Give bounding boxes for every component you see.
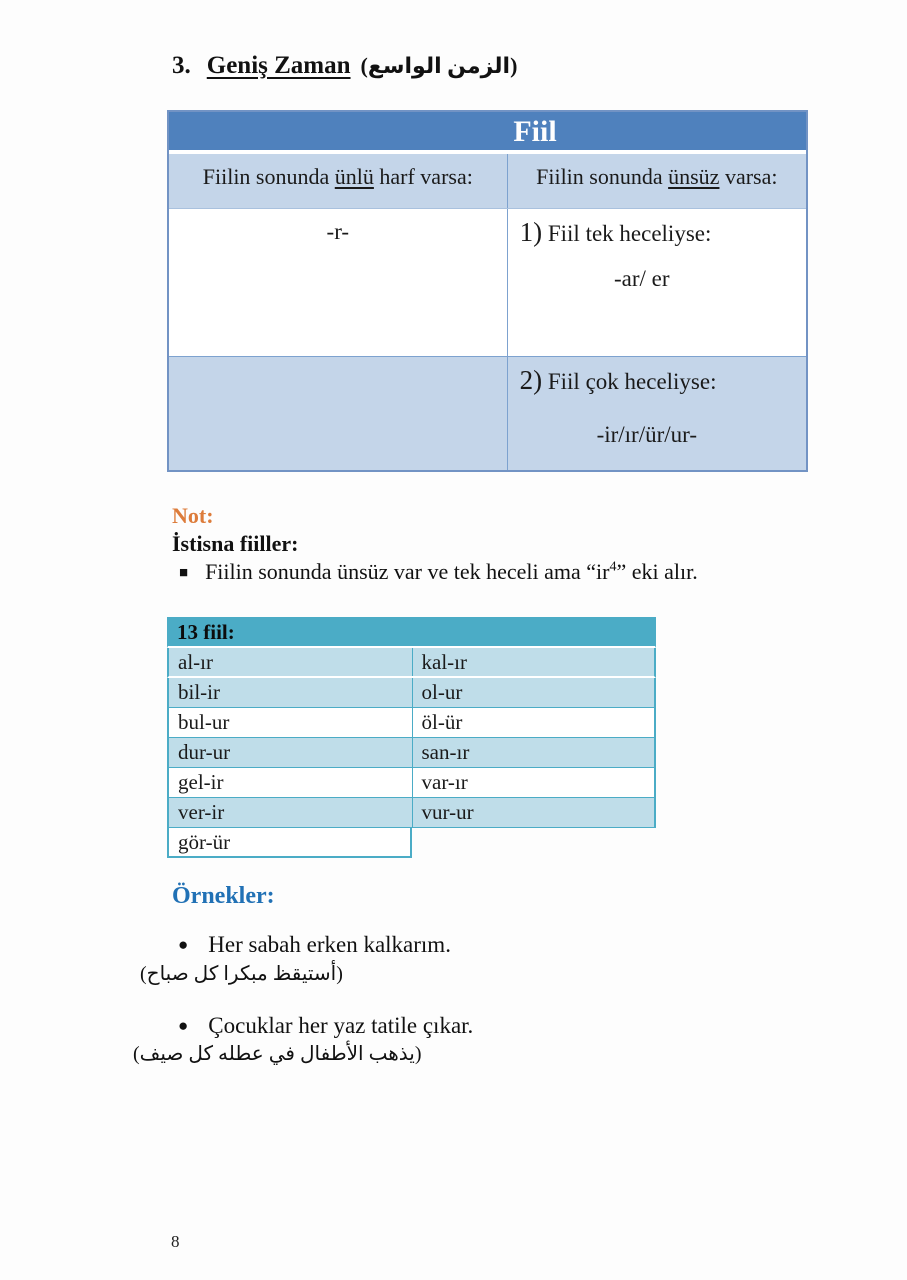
verb-cell: vur-ur [412, 798, 655, 827]
consonant-condition-post: varsa: [719, 164, 778, 189]
note-bullet-text-pre: Fiilin sonunda ünsüz var ve tek heceli ama “ir [205, 559, 610, 584]
section-number: 3. [172, 52, 191, 79]
verb-cell: var-ır [412, 768, 655, 797]
multi-syllable-rule-cell [507, 357, 806, 470]
fiil-rule-table [167, 110, 808, 472]
rule1-suffix: -ar/ er [614, 266, 670, 291]
section-title-text: Geniş Zaman [206, 52, 351, 79]
consonant-condition-pre: Fiilin sonunda [536, 164, 669, 189]
rule1-label: Fiil tek heceliyse: [542, 221, 712, 246]
rule2-label: Fiil çok heceliyse: [542, 369, 717, 394]
example-text: Her sabah erken kalkarım. [208, 932, 451, 957]
exception-verbs-table [167, 617, 656, 858]
table-row [167, 738, 656, 768]
single-syllable-rule-cell [507, 209, 806, 356]
verb-cell: dur-ur [178, 740, 231, 764]
table-row [167, 648, 656, 678]
rule2-suffix: -ir/ır/ür/ur- [596, 422, 698, 447]
circle-bullet-icon: ● [178, 1016, 189, 1035]
exception-verbs-header: 13 fiil: [167, 617, 656, 648]
note-bullet-superscript: 4 [609, 559, 617, 575]
multi-syllable-rule-line [508, 357, 806, 396]
verb-cell: bil-ir [178, 680, 220, 704]
section-title-arabic: (الزمن الواسع) [360, 53, 518, 78]
square-bullet-icon: ■ [179, 565, 189, 581]
rule1-number: 1) [519, 217, 543, 247]
example-sentence-arabic: (أستيقظ مبكرا كل صباح) [140, 963, 343, 985]
examples-heading: Örnekler: [172, 883, 275, 909]
consonant-condition-cell [507, 154, 806, 208]
note-subtitle: İstisna fiiller: [172, 531, 299, 556]
fiil-table-rule2-row [169, 356, 806, 470]
verb-cell: al-ır [178, 650, 213, 674]
fiil-table-rule1-row [169, 208, 806, 356]
vowel-suffix-cell: -r- [326, 219, 350, 244]
empty-cell [169, 357, 507, 470]
example-sentence-turkish [178, 1013, 473, 1039]
fiil-table-header: Fiil [169, 112, 806, 154]
note-label: Not: [172, 503, 214, 528]
table-row [167, 708, 656, 738]
single-syllable-rule-line [508, 209, 806, 248]
vowel-condition-post: harf varsa: [373, 164, 473, 189]
table-row [167, 798, 656, 828]
example-text: Çocuklar her yaz tatile çıkar. [208, 1013, 474, 1038]
vowel-condition-cell [169, 154, 507, 208]
verb-cell: kal-ır [412, 648, 655, 676]
example-sentence-arabic: (يذهب الأطفال في عطله كل صيف) [133, 1043, 422, 1065]
note-bullet-item [179, 559, 698, 585]
fiil-table-condition-row [169, 154, 806, 208]
table-row [167, 678, 656, 708]
verb-cell: bul-ur [178, 710, 230, 734]
vowel-condition-pre: Fiilin sonunda [202, 164, 335, 189]
rule2-number: 2) [519, 365, 543, 395]
note-bullet-text-post: ” eki alır. [616, 559, 698, 584]
circle-bullet-icon: ● [178, 935, 189, 954]
verb-cell: san-ır [412, 738, 655, 767]
verb-cell: öl-ür [412, 708, 655, 737]
example-sentence-turkish [178, 932, 451, 958]
consonant-condition-underlined: ünsüz [668, 164, 720, 189]
section-title [172, 52, 517, 80]
table-row [167, 768, 656, 798]
table-row: gör-ür [167, 828, 412, 858]
verb-cell: ol-ur [412, 678, 655, 707]
vowel-condition-underlined: ünlü [334, 164, 374, 189]
verb-cell: gel-ir [178, 770, 224, 794]
verb-cell: ver-ir [178, 800, 225, 824]
page-number: 8 [171, 1232, 180, 1251]
